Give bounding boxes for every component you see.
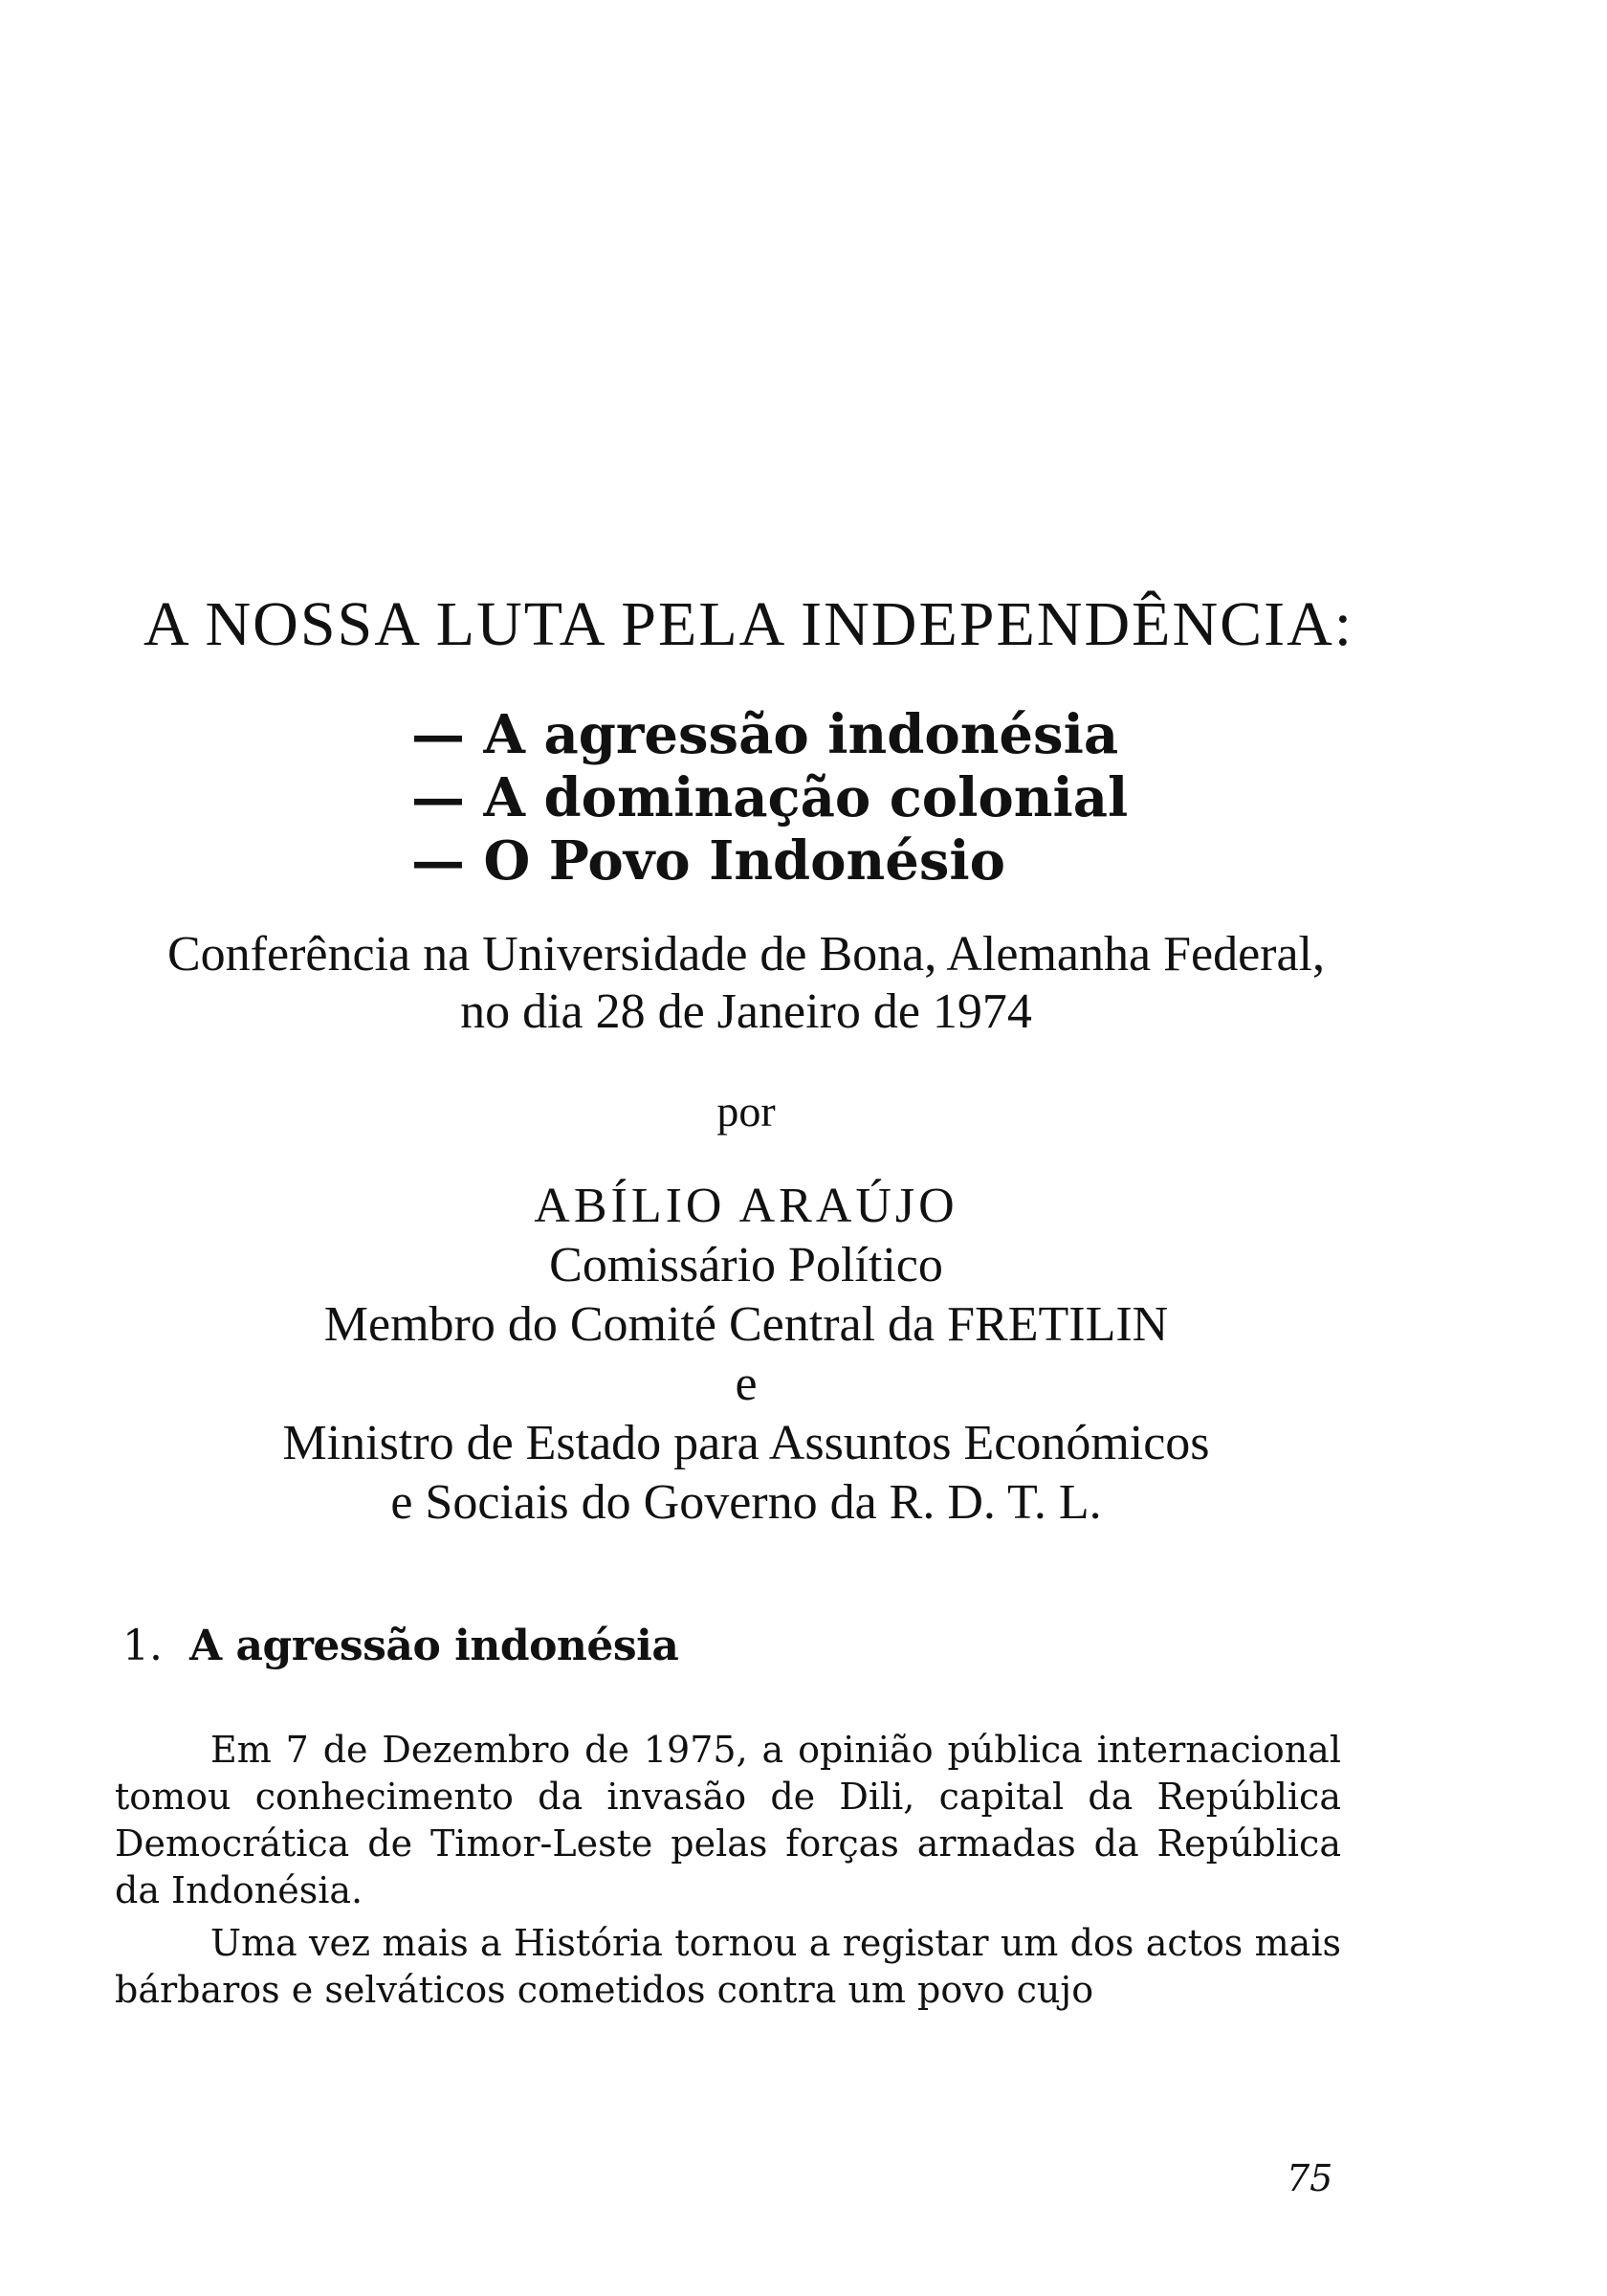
conference-line-1: Conferência na Universidade de Bona, Alemanha Federal, xyxy=(167,927,1325,982)
section-title: A agressão indonésia xyxy=(188,1622,679,1670)
section-number: 1. xyxy=(122,1622,163,1670)
author-conjunction: e xyxy=(735,1357,758,1411)
author-name: ABÍLIO ARAÚJO xyxy=(534,1179,958,1233)
author-role-1: Comissário Político xyxy=(549,1238,943,1292)
body-text xyxy=(115,1727,1341,2020)
subtitle-line: — O Povo Indonésio xyxy=(411,829,1006,893)
subtitle-line: — A agressão indonésia xyxy=(411,703,1119,766)
subtitle-list xyxy=(411,703,1177,893)
subtitle-line: — A dominação colonial xyxy=(411,766,1129,829)
page-number: 75 xyxy=(1287,2157,1333,2199)
author-role-2: Membro do Comité Central da FRETILIN xyxy=(323,1297,1169,1352)
section-heading xyxy=(122,1622,678,1670)
author-block xyxy=(96,1177,1397,1533)
conference-info xyxy=(96,926,1397,1041)
paragraph: Em 7 de Dezembro de 1975, a opinião pública internacional tomou conhecimento da invasão de Dili, capital da República Democrática de Timor-Leste pelas forças armadas da República da Indonésia. xyxy=(115,1729,1341,1911)
paragraph: Uma vez mais a História tornou a registar um dos actos mais bárbaros e selváticos cometidos contra um povo cujo xyxy=(115,1922,1341,2011)
author-role-3: Ministro de Estado para Assuntos Económicos xyxy=(282,1416,1210,1470)
author-role-4: e Sociais do Governo da R. D. T. L. xyxy=(390,1475,1102,1530)
conference-line-2: no dia 28 de Janeiro de 1974 xyxy=(460,984,1032,1039)
page-title: A NOSSA LUTA PELA INDEPENDÊNCIA: xyxy=(143,589,1354,659)
byline: por xyxy=(716,1087,776,1136)
